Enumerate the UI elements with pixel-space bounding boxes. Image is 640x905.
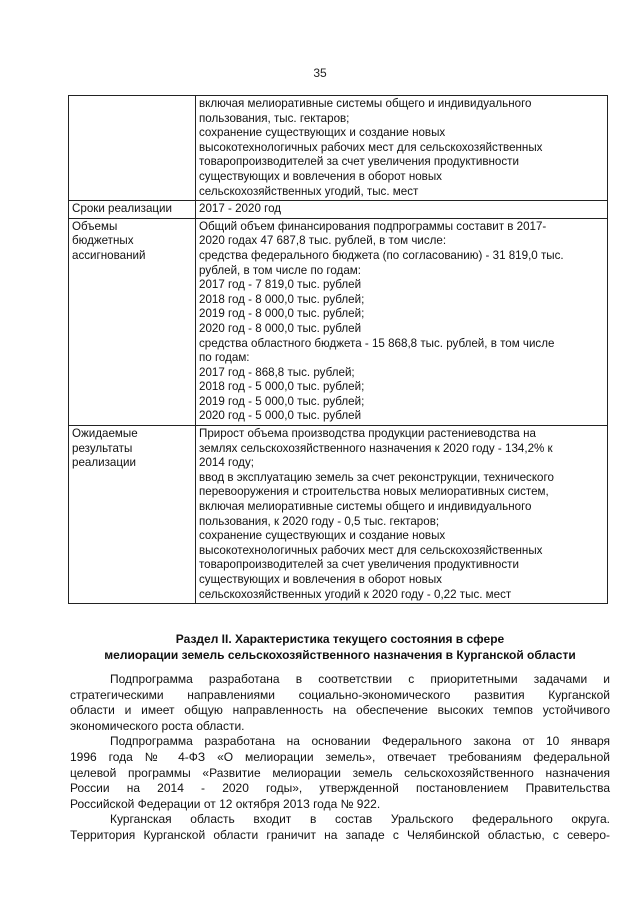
section-title	[60, 631, 620, 663]
section-body-text	[70, 672, 610, 844]
row-content-line: 2014 году;	[199, 456, 254, 470]
row-content-line: 2017 год - 7 819,0 тыс. рублей	[199, 278, 362, 292]
row-content-line: перевооружения и строительства новых мелиоративных систем,	[199, 485, 549, 499]
row-label-line: ассигнований	[72, 248, 146, 262]
body-paragraph-line: Подпрограмма разработана на основании Федерального закона от 10 января	[110, 734, 610, 749]
table-row	[69, 218, 608, 425]
row-content-line: 2019 год - 5 000,0 тыс. рублей;	[199, 394, 365, 408]
body-paragraph-line: Подпрограмма разработана в соответствии с приоритетными задачами и	[110, 672, 610, 686]
row-content-line: средства областного бюджета - 15 868,8 тыс. рублей, в том числе	[199, 336, 555, 350]
row-label-line: Объемы	[72, 219, 118, 233]
row-content-line: сельскохозяйственных угодий к 2020 году - 0,22 тыс. мест	[199, 587, 512, 601]
row-content-line: существующих и вовлечения в оборот новых	[199, 169, 442, 183]
row-content-line: товаропроизводителей за счет увеличения продуктивности	[199, 558, 519, 572]
row-content-line: средства федерального бюджета (по согласованию) - 31 819,0 тыс.	[199, 248, 564, 262]
row-content-line: сохранение существующих и создание новых	[199, 126, 446, 140]
row-content-line: Прирост объема производства продукции растениеводства на	[199, 427, 536, 441]
row-content-cell	[196, 218, 608, 425]
body-paragraph-line: стратегическими направлениями социально-экономического развития Курганской	[70, 687, 610, 702]
row-content-line: пользования, к 2020 году - 0,5 тыс. гектаров;	[199, 514, 440, 528]
body-paragraph-line: Территория Курганской области граничит на западе с Челябинской областью, с северо-	[70, 827, 610, 842]
row-content-line: высокотехнологичных рабочих мест для сельскохозяйственных	[199, 140, 543, 154]
row-content-line: Общий объем финансирования подпрограммы составит в 2017-	[199, 219, 547, 233]
row-content-line: ввод в эксплуатацию земель за счет реконструкции, технического	[199, 470, 554, 484]
row-content-cell	[196, 96, 608, 201]
row-content-line: товаропроизводителей за счет увеличения продуктивности	[199, 155, 519, 169]
row-content-line: сохранение существующих и создание новых	[199, 529, 446, 543]
body-paragraph-line: России на 2014 - 2020 годы», утвержденной постановлением Правительства	[70, 781, 610, 796]
page-number: 35	[313, 66, 327, 80]
row-content-line: сельскохозяйственных угодий, тыс. мест	[199, 184, 419, 198]
row-content-line: 2017 год - 868,8 тыс. рублей;	[199, 365, 355, 379]
row-content-line: 2018 год - 8 000,0 тыс. рублей;	[199, 292, 365, 306]
row-content-line: 2019 год - 8 000,0 тыс. рублей;	[199, 307, 365, 321]
body-paragraph	[70, 734, 610, 812]
table-row	[69, 201, 608, 219]
section-title-line-2: мелиорации земель сельскохозяйственного назначения в Курганской области	[104, 648, 576, 662]
body-paragraph-line: экономического роста области.	[70, 718, 245, 733]
body-paragraph-line: 1996 года № 4-ФЗ «О мелиорации земель», отвечает требованиям федеральной	[70, 749, 610, 764]
row-content-line: пользования, тыс. гектаров;	[199, 111, 350, 125]
row-content-line: высокотехнологичных рабочих мест для сельскохозяйственных	[199, 543, 543, 557]
body-paragraph	[70, 812, 610, 843]
body-paragraph-line: Российской Федерации от 12 октября 2013 года № 922.	[70, 796, 381, 811]
table-row	[69, 96, 608, 201]
body-paragraph-line: Курганская область входит в состав Уральского федерального округа.	[110, 812, 610, 827]
body-paragraph-line: области и имеет общую направленность на обеспечение высоких темпов устойчивого	[70, 703, 610, 718]
row-content-line: 2020 год - 8 000,0 тыс. рублей	[199, 321, 362, 335]
body-paragraph	[70, 672, 610, 734]
row-label-line: Сроки реализации	[72, 202, 172, 216]
row-content-cell	[196, 426, 608, 604]
row-content-line: землях сельскохозяйственного назначения к 2020 году - 134,2% к	[199, 441, 553, 455]
row-content-line: по годам:	[199, 351, 250, 365]
row-label-line: результаты	[72, 441, 133, 455]
row-label-line: реализации	[72, 456, 136, 470]
row-content-line: рублей, в том числе по годам:	[199, 263, 361, 277]
row-label-cell	[69, 218, 196, 425]
table-row	[69, 426, 608, 604]
row-label-cell	[69, 426, 196, 604]
row-content-cell	[196, 201, 608, 219]
row-content-line: существующих и вовлечения в оборот новых	[199, 573, 442, 586]
row-content-line: включая мелиоративные системы общего и индивидуального	[199, 500, 532, 514]
row-label-cell	[69, 201, 196, 219]
row-label-line: бюджетных	[72, 234, 134, 248]
section-title-line-1: Раздел II. Характеристика текущего состояния в сфере	[175, 632, 505, 646]
row-content-line: включая мелиоративные системы общего и индивидуального	[199, 97, 532, 110]
row-content-line: 2018 год - 5 000,0 тыс. рублей;	[199, 380, 365, 394]
row-content-line: 2020 годах 47 687,8 тыс. рублей, в том числе:	[199, 234, 447, 248]
row-content-line: 2020 год - 5 000,0 тыс. рублей	[199, 409, 362, 423]
row-label-cell	[69, 96, 196, 201]
row-label-line: Ожидаемые	[72, 427, 138, 441]
subprogram-passport-table	[68, 95, 608, 604]
body-paragraph-line: целевой программы «Развитие мелиорации земель сельскохозяйственного назначения	[70, 765, 610, 780]
row-content-line: 2017 - 2020 год	[199, 202, 282, 216]
